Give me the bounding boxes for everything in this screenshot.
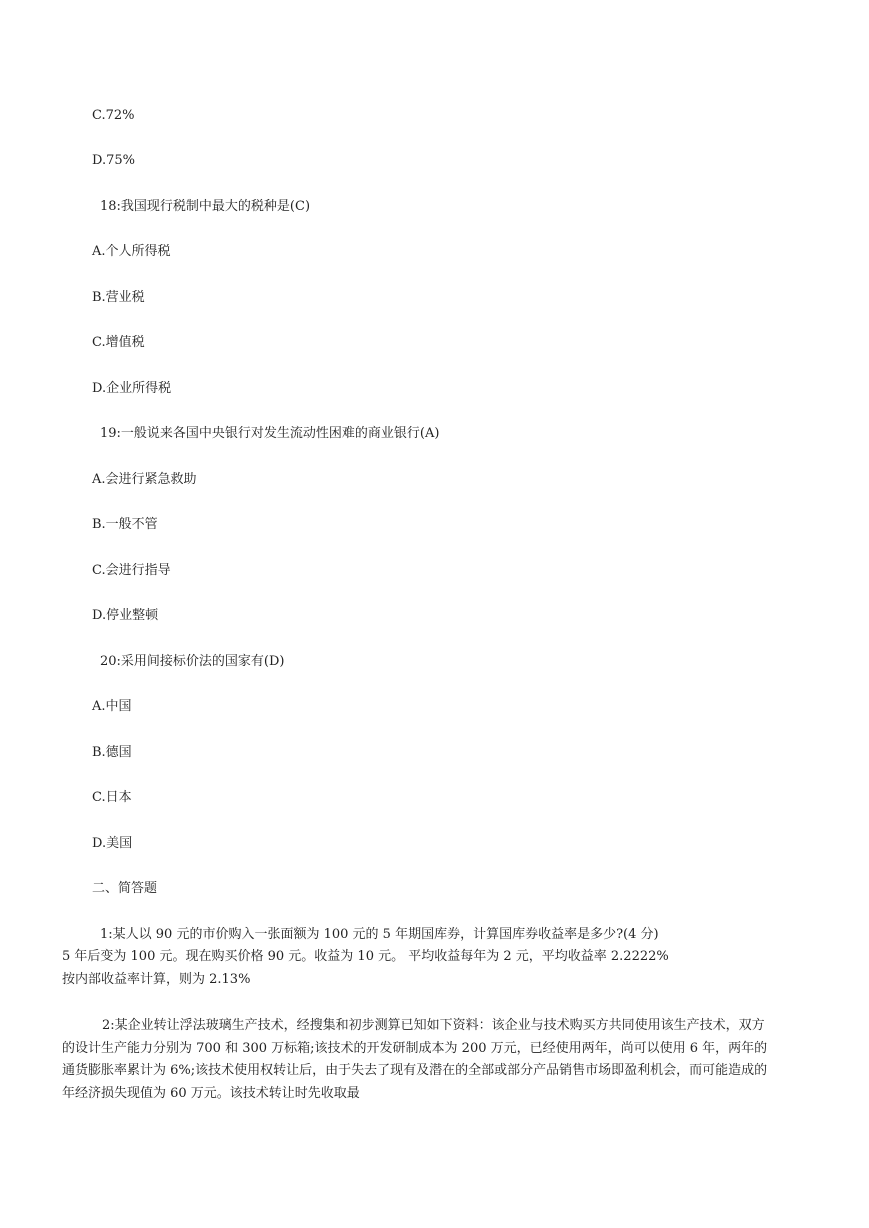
q18-option-a: A.个人所得税 <box>92 244 171 259</box>
question-18: 18:我国现行税制中最大的税种是(C) <box>100 199 311 214</box>
q19-option-c: C.会进行指导 <box>92 563 171 578</box>
option-c-72: C.72% <box>92 108 135 123</box>
short-answer-question-2 <box>62 1015 774 1105</box>
q18-option-b: B.营业税 <box>92 290 145 305</box>
question-20: 20:采用间接标价法的国家有(D) <box>100 654 285 669</box>
question-2-text: 2:某企业转让浮法玻璃生产技术，经搜集和初步测算已知如下资料：该企业与技术购买方共同使用该生产技术，双方的设计生产能力分别为 700 和 300 万标箱;该技术的开发研制成本为 200 万元，已经使用两年，尚可以使用 6 年，两年的通货膨胀率累计为 6%;该技术使用权转让后，由于失去了现有及潜在的全部或部分产品销售市场即盈利机会，而可能造成的年经济损失现值为 60 万元。该技术转让时先收取最 <box>62 1018 768 1101</box>
q20-option-a: A.中国 <box>92 699 132 714</box>
answer-1-line-2: 按内部收益率计算，则为 2.13% <box>62 972 251 987</box>
answer-1-line-1: 5 年后变为 100 元。现在购买价格 90 元。收益为 10 元。 平均收益每年为 2 元，平均收益率 2.2222% <box>62 949 669 964</box>
section-heading: 二、简答题 <box>92 881 158 896</box>
q20-option-b: B.德国 <box>92 745 132 760</box>
q19-option-d: D.停业整顿 <box>92 608 159 623</box>
q20-option-d: D.美国 <box>92 836 133 851</box>
q18-option-d: D.企业所得税 <box>92 381 172 396</box>
q19-option-a: A.会进行紧急救助 <box>92 472 197 487</box>
question-19: 19:一般说来各国中央银行对发生流动性困难的商业银行(A) <box>100 426 440 441</box>
q18-option-c: C.增值税 <box>92 335 145 350</box>
option-d-75: D.75% <box>92 153 135 168</box>
q20-option-c: C.日本 <box>92 790 132 805</box>
short-answer-question-1: 1:某人以 90 元的市价购入一张面额为 100 元的 5 年期国库券，计算国库券收益率是多少?(4 分) <box>100 927 659 942</box>
q19-option-b: B.一般不管 <box>92 517 158 532</box>
